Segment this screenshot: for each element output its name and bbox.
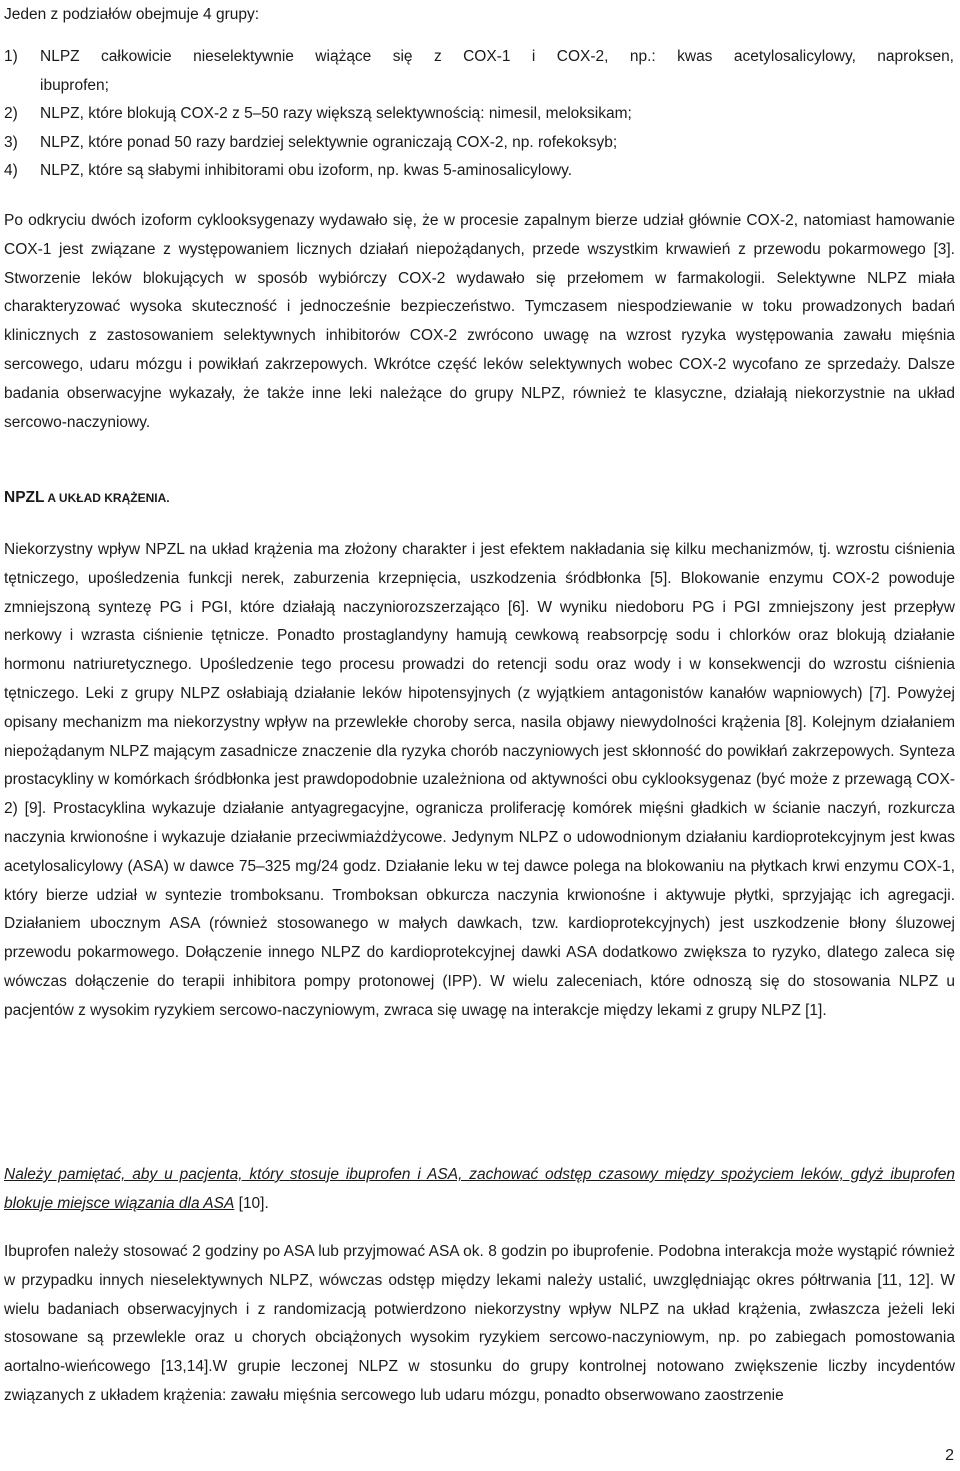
intro-text: Jeden z podziałów obejmuje 4 grupy: xyxy=(4,6,260,23)
list-item-number: 3) xyxy=(4,133,18,151)
section-heading xyxy=(4,489,170,507)
list-item-number: 1) xyxy=(4,48,18,65)
note-reference: [10]. xyxy=(234,1194,269,1212)
paragraph-cox-discovery: Po odkryciu dwóch izoform cyklooksygenazy wydawało się, że w procesie zapalnym bierze udział głównie COX-2, natomiast hamowanie COX-1 jest związane z występowaniem licznych działań niepożądanych, przede wszystkim krwawień z przewodu pokarmowego [3]. Stworzenie leków blokujących w sposób wybiórczy COX-2 wydawało się przełomem w farmakologii. Selektywne NLPZ miała charakteryzować wysoka skuteczność i jednocześnie bezpieczeństwo. Tymczasem niespodziewanie w toku prowadzonych badań klinicznych z zastosowaniem selektywnych inhibitorów COX-2 zwrócono uwagę na wzrost ryzyka występowania zawału mięśnia sercowego, udaru mózgu i powikłań zakrzepowych. Wkrótce część leków selektywnych wobec COX-2 wycofano ze sprzedaży. Dalsze badania obserwacyjne wykazały, że także inne leki należące do grupy NLPZ, również te klasyczne, działają niekorzystnie na układ sercowo-naczyniowy. xyxy=(4,212,955,431)
page-number: 2 xyxy=(945,1447,954,1464)
paragraph-cardiovascular-effects: Niekorzystny wpływ NPZL na układ krążenia ma złożony charakter i jest efektem nakładania się kilku mechanizmów, tj. wzrostu ciśnienia tętniczego, upośledzenia funkcji nerek, zaburzenia krzepnięcia, uszkodzenia śródbłonka [5]. Blokowanie enzymu COX-2 powoduje zmniejszoną syntezę PG i PGI, które działają naczyniorozszerzająco [6]. W wyniku niedoboru PG i PGI zmniejszony jest przepływ nerkowy i wzrasta ciśnienie tętnicze. Ponadto prostaglandyny hamują cewkową reabsorpcję sodu i chlorków oraz blokują działanie hormonu natriuretycznego. Upośledzenie tego procesu prowadzi do retencji sodu oraz wody i w konsekwencji do wzrostu ciśnienia tętniczego. Leki z grupy NLPZ osłabiają działanie leków hipotensyjnych (z wyjątkiem antagonistów kanałów wapniowych) [7]. Powyżej opisany mechanizm ma niekorzystny wpływ na przewlekłe choroby serca, nasila objawy niewydolności krążenia [8]. Kolejnym działaniem niepożądanym NLPZ mającym zasadnicze znaczenie dla ryzyka chorób naczyniowych jest skłonność do powikłań zakrzepowych. Synteza prostacykliny w komórkach śródbłonka jest prawdopodobnie uzależniona od aktywności obu cyklooksygenaz (być może z przewagą COX-2) [9]. Prostacyklina wykazuje działanie antyagregacyjne, ogranicza proliferację komórek mięśni gładkich w ścianie naczyń, rozkurcza naczynia krwionośne i wykazuje działanie przeciwmiażdżycowe. Jedynym NLPZ o udowodnionym działaniu kardioprotekcyjnym jest kwas acetylosalicylowy (ASA) w dawce 75–325 mg/24 godz. Działanie leku w tej dawce polega na blokowaniu na płytkach krwi enzymu COX-1, który bierze udział w syntezie tromboksanu. Tromboksan obkurcza naczynia krwionośne i aktywuje płytki, sprzyjając ich agregacji. Działaniem ubocznym ASA (również stosowanego w małych dawkach, tzw. kardioprotekcyjnych) jest uszkodzenie błony śluzowej przewodu pokarmowego. Dołączenie innego NLPZ do kardioprotekcyjnej dawki ASA dodatkowo zwiększa to ryzyko, dlatego zaleca się wówczas dołączenie do terapii inhibitora pompy protonowej (IPP). W wielu zaleceniach, które odnoszą się do stosowania NLPZ u pacjentów z wysokim ryzykiem sercowo-naczyniowym, zwraca się uwagę na interakcje między lekami z grupy NLPZ [1]. xyxy=(4,541,955,1019)
section-heading-main: NPZL xyxy=(4,489,45,506)
list-item-text: ibuprofen; xyxy=(40,76,109,94)
list-item-number xyxy=(4,72,40,101)
list-item-text: NLPZ, które ponad 50 razy bardziej selektywnie ograniczają COX-2, np. rofekoksyb; xyxy=(40,133,618,151)
note-text: Należy pamiętać, aby u pacjenta, który stosuje ibuprofen i ASA, zachować odstęp czasowy między spożyciem leków, gdyż ibuprofen blokuje miejsce wiązania dla ASA xyxy=(4,1166,955,1212)
list-item xyxy=(4,129,954,158)
list-item-text: NLPZ, które są słabymi inhibitorami obu izoform, np. kwas 5-aminosalicylowy. xyxy=(40,162,573,179)
section-heading-rest: A UKŁAD KRĄŻENIA. xyxy=(44,491,170,505)
list-item xyxy=(4,100,954,129)
list-item-number: 2) xyxy=(4,105,18,122)
list-item-text: NLPZ całkowicie nieselektywnie wiążące się z COX-1 i COX-2, np.: kwas acetylosalicylowy, naproksen, xyxy=(40,48,954,65)
paragraph-ibuprofen-interaction: Ibuprofen należy stosować 2 godziny po ASA lub przyjmować ASA ok. 8 godzin po ibuprofenie. Podobna interakcja może wystąpić również w przypadku innych nieselektywnych NLPZ, wówczas odstęp między lekami należy ustalić, uwzględniając okres półtrwania [11, 12]. W wielu badaniach obserwacyjnych i z randomizacją potwierdzono niekorzystny wpływ NLPZ na układ krążenia, zwłaszcza jeżeli leki stosowane są przewlekle oraz u chorych obciążonych wysokim ryzykiem sercowo-naczyniowym, np. po zabiegach pomostowania aortalno-wieńcowego [13,14].W grupie leczonej NLPZ w stosunku do grupy kontrolnej notowano zwiększenie liczby incydentów związanych z układem krążenia: zawału mięśnia sercowego lub udaru mózgu, ponadto obserwowano zaostrzenie xyxy=(4,1243,955,1404)
list-item-number: 4) xyxy=(4,162,18,179)
groups-list xyxy=(4,43,954,186)
list-item-text: NLPZ, które blokują COX-2 z 5–50 razy większą selektywnością: nimesil, meloksikam; xyxy=(40,105,632,122)
list-item xyxy=(4,157,954,186)
list-item xyxy=(4,72,954,101)
note-paragraph xyxy=(4,1161,955,1219)
list-item xyxy=(4,43,954,72)
